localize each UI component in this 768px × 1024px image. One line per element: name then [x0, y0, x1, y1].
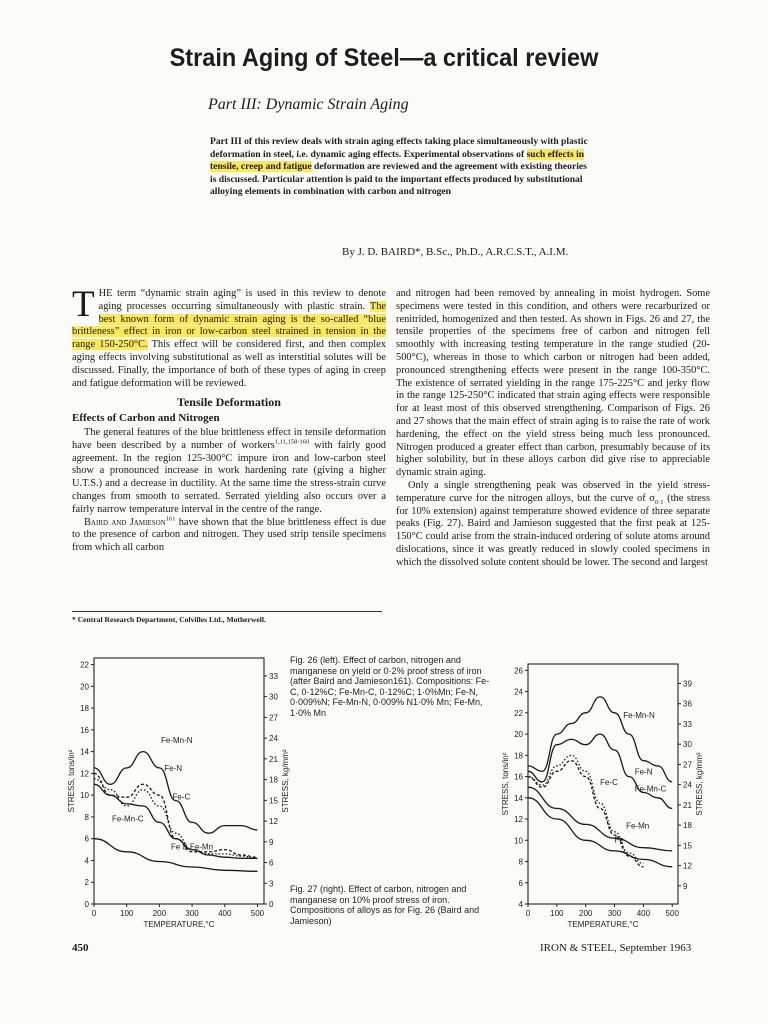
intro-text-end: This effect will be considered first, and then complex aging effects involving substitutional as well as interstitial solutes will be discussed. Finally, the importance of both of these types of aging in creep and fatigue deformation will be reviewed.: [72, 339, 386, 389]
column-right: [396, 288, 710, 570]
footnote: * Central Research Department, Colvilles Ltd., Motherwell.: [72, 615, 266, 624]
series-label: Fe & Fe-Mn: [170, 842, 214, 852]
figure-26-chart: [66, 650, 290, 940]
series-line: [528, 761, 643, 867]
y-tick-label: 10: [80, 791, 89, 801]
figure-27-chart: [500, 656, 710, 936]
y-right-tick-label: 33: [269, 671, 278, 681]
series-label: Fe-Mn-C: [634, 784, 667, 794]
y-right-tick-label: 24: [683, 780, 692, 790]
figure-26-caption: Fig. 26 (left). Effect of carbon, nitrogen and manganese on yield or 0·2% proof stress of iron (after Baird and Jamieson161). Compositions: Fe-C, 0·12%C; Fe-Mn-C, 0·12%C; 1·0%Mn; Fe-N, 0·009%N; Fe-Mn-N, 0·009% N1·0% Mn; Fe-Mn, 1·0% Mn: [290, 655, 490, 718]
y-right-tick-label: 12: [683, 861, 692, 871]
intro-paragraph: [72, 284, 386, 390]
series-label: Fe-N: [634, 767, 653, 777]
series-line: [528, 798, 672, 867]
x-tick-label: 0: [525, 909, 531, 918]
journal-footer: IRON & STEEL, September 1963: [540, 942, 692, 954]
y-right-tick-label: 3: [269, 879, 274, 889]
series-label: Fe-Mn-C: [111, 814, 144, 824]
y-tick-label: 4: [518, 900, 523, 909]
y-tick-label: 26: [514, 666, 523, 676]
y-right-tick-label: 33: [683, 719, 692, 729]
y-tick-label: 14: [514, 793, 523, 803]
y-tick-label: 16: [514, 772, 523, 782]
y-tick-label: 6: [518, 878, 523, 888]
y-tick-label: 8: [518, 857, 523, 867]
y-right-tick-label: 36: [683, 699, 692, 709]
series-label: Fe-Mn: [626, 821, 650, 831]
paragraph: and nitrogen had been removed by annealing in moist hydrogen. Some specimens were tested in this condition, and others were recarburized or renitrided, homogenized and then tested. As shown in Figs. 26 and 27, the tensile properties of the specimens free of carbon and nitrogen fell smoothly with increasing testing temperature in the range studied (20-500°C), whereas in those to which carbon or nitrogen had been added, pronounced strengthening effects were present in the range 100-350°C. The existence of serrated yielding in the range 175-225°C and jerky flow in the range 125-250°C indicated that strain aging effects were responsible for at least most of this observed strengthening. Comparison of Figs. 26 and 27 shows that the main effect of strain aging is to raise the rate of work hardening, the effect on the yield stress being much less pronounced. Nitrogen produced a greater effect than carbon, presumably because of its higher solubility, but in these alloys carbon did give rise to appreciable dynamic strain aging.: [396, 288, 710, 479]
paragraph: Only a single strengthening peak was observed in the yield stress-temperature curve for the nitrogen alloys, but the curve of $\sigma_{0\cdot 1}$ (the stress for 10% extension) against temperature showed evidence of three separate peaks (Fig. 27). Baird and Jamieson suggested that the first peak at 125-150°C could arise from the strain-induced ordering of solute atoms around dislocations, since it was greatly reduced in slowly cooled specimens in which the dissolved solute content should be lower. The second and largest: [396, 479, 710, 568]
x-tick-label: 0: [91, 909, 97, 918]
y-tick-label: 20: [514, 730, 523, 740]
section-heading: Tensile Deformation: [177, 395, 281, 410]
y-tick-label: 22: [514, 708, 523, 718]
figure-27-caption: Fig. 27 (right). Effect of carbon, nitrogen and manganese on 10% proof stress of iron. Compositions of alloys as for Fig. 26 (Baird and Jamieson): [290, 884, 480, 926]
y-tick-label: 12: [80, 769, 89, 779]
series-label: Fe-C: [172, 792, 191, 802]
y-tick-label: 22: [80, 660, 89, 670]
abstract-text: Part III of this review deals with strain aging effects taking place simultaneously with plastic deformation in steel, i.e. dynamic aging effects. Experimental observations of: [210, 136, 588, 160]
x-tick-label: 200: [579, 909, 593, 918]
y-right-tick-label: 27: [269, 713, 278, 723]
y-right-tick-label: 39: [683, 679, 692, 689]
y-tick-label: 12: [514, 815, 523, 825]
series-label: Fe-Mn-N: [623, 711, 655, 721]
x-tick-label: 300: [185, 909, 199, 918]
y-tick-label: 8: [84, 812, 89, 822]
article-title: Strain Aging of Steel—a critical review: [169, 44, 599, 72]
y-right-tick-label: 21: [269, 754, 278, 764]
y-right-tick-label: 27: [683, 760, 692, 770]
article-subtitle: Part III: Dynamic Strain Aging: [208, 96, 409, 113]
y-tick-label: 0: [84, 900, 89, 909]
x-tick-label: 100: [550, 909, 564, 918]
y-tick-label: 4: [84, 856, 89, 866]
y-right-tick-label: 0: [269, 900, 274, 909]
y-right-tick-label: 15: [269, 796, 278, 806]
series-label: Fe-Mn-N: [161, 735, 193, 745]
footnote-rule: [72, 611, 382, 612]
byline: By J. D. BAIRD*, B.Sc., Ph.D., A.R.C.S.T., A.I.M.: [342, 246, 569, 258]
x-tick-label: 400: [636, 909, 651, 918]
x-tick-label: 500: [665, 909, 679, 918]
y-right-tick-label: 18: [269, 775, 278, 785]
y-right-tick-label: 6: [269, 858, 274, 868]
x-axis-label: TEMPERATURE,°C: [567, 920, 639, 929]
x-tick-label: 400: [218, 909, 232, 918]
y-tick-label: 6: [84, 834, 89, 844]
page-number: 450: [72, 942, 89, 954]
y-right-tick-label: 18: [683, 821, 692, 831]
series-label: Fe-N: [164, 764, 183, 774]
y-right-tick-label: 30: [269, 692, 278, 702]
y-right-axis-label: STRESS, kg/mm²: [695, 752, 704, 816]
x-tick-label: 100: [120, 909, 134, 918]
y-right-tick-label: 12: [269, 817, 278, 827]
y-tick-label: 20: [80, 682, 89, 692]
paragraph: Baird and Jamieson$^{161}$ have shown that the blue brittleness effect is due to the presence of carbon and nitrogen. They used strip tensile specimens from which all carbon: [72, 515, 386, 554]
paragraph: The general features of the blue brittleness effect in tensile deformation have been described by a number of workers$^{1,11,158-160}$ with fairly good agreement. In the region 125-300°C impure iron and low-carbon steel show a pronounced increase in work hardening rate (giving a higher U.T.S.) and a decrease in ductility. At the same time the stress-strain curve changes from smooth to serrated. Serrated yielding also occurs over a fairly narrow temperature interval in the centre of the range.: [72, 426, 386, 515]
abstract-highlight: such effects in tensile, creep and fatigue: [210, 148, 585, 173]
x-tick-label: 500: [250, 909, 265, 918]
series-label: Fe-C: [600, 778, 618, 788]
citation-sup: 1,11,158-160: [274, 438, 310, 446]
y-axis-label: STRESS, tons/in²: [501, 752, 510, 816]
abstract-text-end: deformation are reviewed and the agreement with existing theories is discussed. Particular attention is paid to the important effects produced by substitutional alloying elements in combination with carbon and nitrogen: [210, 161, 587, 198]
intro-highlight: The best known form of dynamic strain aging is the so-called “blue brittleness” effect in iron or low-carbon steel strained in tension in the range 150-250°C.: [72, 300, 386, 351]
y-right-tick-label: 9: [683, 881, 688, 891]
y-right-tick-label: 21: [683, 800, 692, 810]
series-line: [528, 787, 672, 851]
subscript: 0·1: [654, 498, 664, 506]
y-right-tick-label: 9: [269, 837, 274, 847]
column-left: [72, 284, 386, 555]
y-tick-label: 24: [514, 687, 523, 697]
plot-frame: [94, 658, 264, 904]
y-axis-label: STRESS, tons/in²: [67, 749, 76, 813]
citation-sup: 161: [165, 515, 176, 523]
y-right-axis-label: STRESS, kg/mm²: [281, 749, 290, 813]
abstract: [210, 136, 594, 199]
y-tick-label: 18: [80, 704, 89, 714]
y-right-tick-label: 24: [269, 734, 278, 744]
y-tick-label: 14: [80, 747, 89, 757]
y-tick-label: 2: [84, 878, 89, 888]
x-axis-label: TEMPERATURE,°C: [143, 920, 215, 929]
y-tick-label: 16: [80, 725, 89, 735]
y-right-tick-label: 30: [683, 740, 692, 750]
y-tick-label: 18: [514, 751, 523, 761]
drop-cap: T: [72, 284, 95, 325]
series-line: [528, 755, 643, 863]
x-tick-label: 200: [152, 909, 167, 918]
author-names: Baird and Jamieson: [84, 516, 166, 528]
subsection-heading: Effects of Carbon and Nitrogen: [72, 412, 220, 425]
series-label: Fe: [614, 835, 624, 845]
x-tick-label: 300: [607, 909, 622, 918]
intro-text: HE term “dynamic strain aging” is used in this review to denote aging processes occurring simultaneously with plastic strain.: [98, 288, 386, 312]
y-right-tick-label: 15: [683, 841, 692, 851]
y-tick-label: 10: [514, 836, 523, 846]
